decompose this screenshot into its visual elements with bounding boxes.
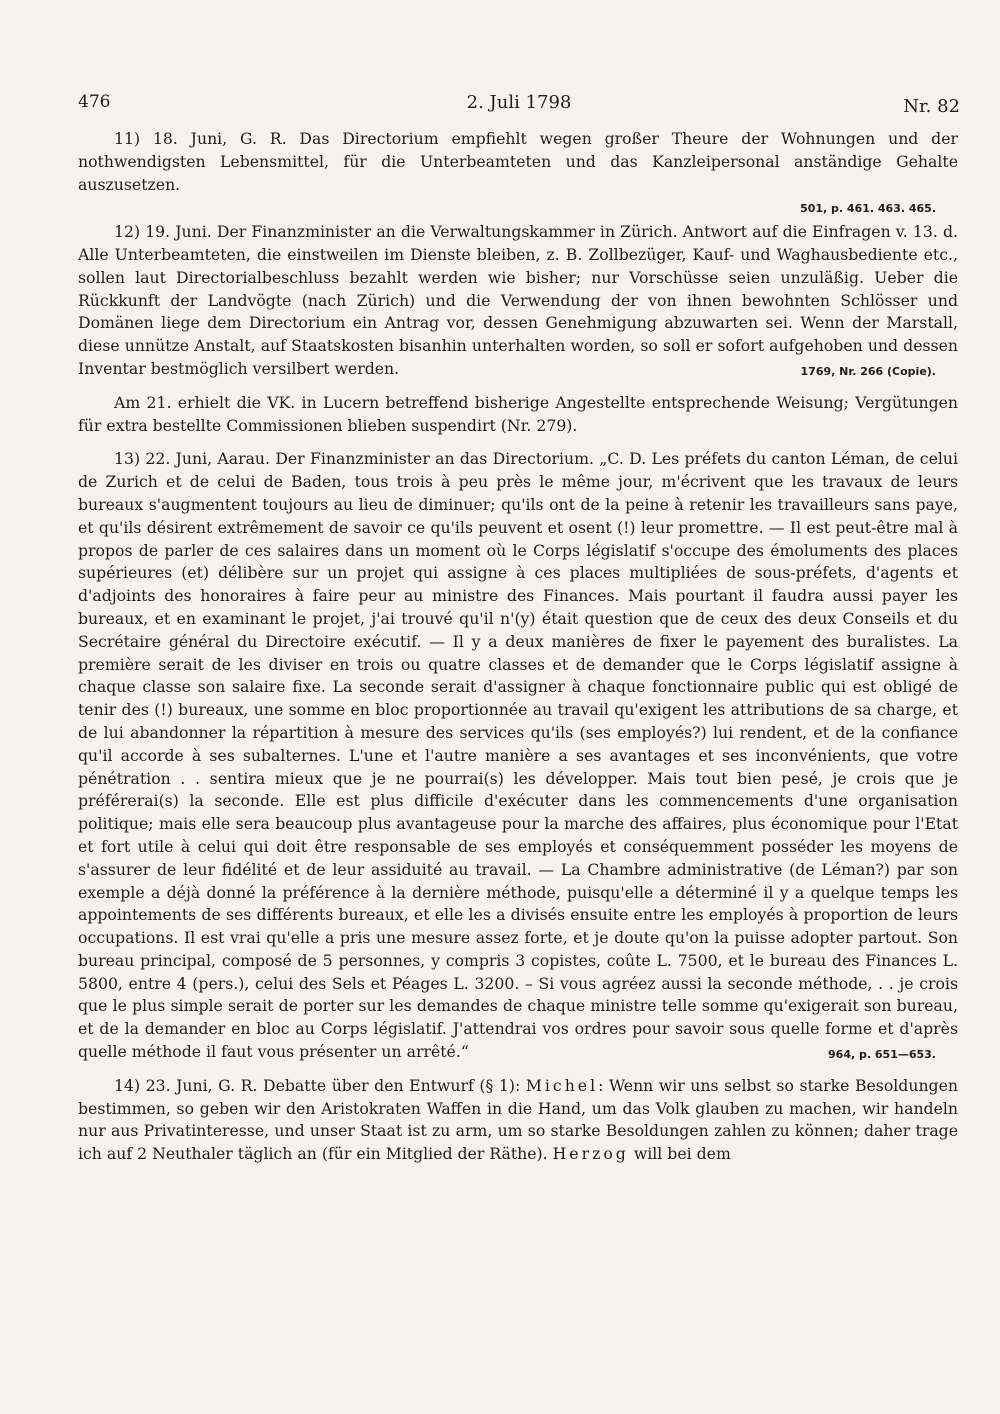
paragraph-12-note [78, 392, 958, 438]
paragraph-11-reference-line [78, 196, 958, 221]
paragraph-11-reference: 501, p. 461. 463. 465. [800, 202, 936, 216]
page-header [78, 92, 960, 122]
paragraph-12-reference: 1769, Nr. 266 (Copie). [800, 364, 936, 378]
spacer [78, 437, 958, 448]
document-body [78, 128, 958, 1166]
paragraph-11-text: 11) 18. Juni, G. R. Das Directorium empfiehlt wegen großer Theure der Wohnungen und der nothwendigsten Lebensmittel, für die Unterbeamteten und das Kanzleipersonal anständige Gehalte auszusetzen. [78, 129, 958, 194]
page-number: 476 [78, 92, 111, 112]
paragraph-14-text-c: will bei dem [628, 1144, 731, 1164]
paragraph-11 [78, 128, 958, 196]
paragraph-13-text: 13) 22. Juni, Aarau. Der Finanzminister an das Directorium. „C. D. Les préfets du canton Léman, de celui de Zurich et de celui de Baden, tous trois à peu près le même jour, m'écrivent que les travaux de leurs bureaux s'augmentent toujours au lieu de diminuer; qu'ils ont de la peine à retenir les travailleurs sans paye, et qu'ils désirent extrêmement de savoir ce qu'ils peuvent et osent (!) leur promettre. — Il est peut-être mal à propos de parler de ces salaires dans un moment où le Corps législatif s'occupe des émoluments des places supérieures (et) délibère sur un projet qui assigne à ces places multipliées de sous-préfets, d'agents et d'adjoints des honoraires à faire peur au ministre des Finances. Mais pourtant il faudra aussi payer les bureaux, et en examinant le projet, j'ai trouvé qu'il n'(y) était question que de ceux des deux Conseils et du Secrétaire général du Directoire exécutif. — Il y a deux manières de fixer le payement des buralistes. La première serait de les diviser en trois ou quatre classes et de demander que le Corps législatif assigne à chaque classe son salaire fixe. La seconde serait d'assigner à chaque fonctionnaire public qui est obligé de tenir des (!) bureaux, une somme en bloc proportionnée au travail qu'exigent les attributions de sa charge, et de lui abandonner la répartition à mesure des services qu'ils (ses employés?) lui rendent, et de la confiance qu'il accorde à ses subalternes. L'une et l'autre manière a ses avantages et ses inconvénients, que votre pénétration . . sentira mieux que je ne pourrai(s) les développer. Mais tout bien pesé, je crois que je préférerai(s) la seconde. Elle est plus difficile d'exécuter dans les commencements d'une organisation politique; mais elle sera beaucoup plus avantageuse pour la marche des affaires, plus économique pour l'Etat et fort utile à celui qui doit être responsable de ses employés et conséquemment posséder les moyens de s'assurer de leur fidélité et de leur assiduité au travail. — La Chambre administrative (de Léman?) par son exemple a déjà donné la préférence à la dernière méthode, puisqu'elle a déterminé il y a quelque temps les appointements de ses différents bureaux, et elle les a divisés ensuite entre les employés à proportion de leurs occupations. Il est vrai qu'elle a pris une mesure assez forte, et je doute qu'on la puisse adopter partout. Son bureau principal, composé de 5 personnes, y compris 3 copistes, coûte L. 7500, et le bureau des Finances L. 5800, entre 4 (pers.), celui des Sels et Péages L. 3200. – Si vous agréez aussi la seconde méthode, . . je crois que le plus simple serait de porter sur les demandes de chaque ministre telle somme qu'exigerait son bureau, et de la demander en bloc au Corps législatif. J'attendrai vos ordres pour savoir sous quelle forme et d'après quelle méthode il faut vous présenter un arrêté.“ [78, 449, 958, 1062]
speaker-name-michel: Michel [525, 1075, 599, 1095]
paragraph-12 [78, 221, 958, 381]
running-date: 2. Juli 1798 [466, 92, 572, 113]
paragraph-13-reference: 964, p. 651—653. [828, 1048, 936, 1062]
paragraph-12-note-text: Am 21. erhielt die VK. in Lucern betreffend bisherige Angestellte entsprechende Weisung; Vergütungen für extra bestellte Commissionen blieben suspendirt (Nr. 279). [78, 392, 958, 435]
paragraph-12-text: 12) 19. Juni. Der Finanzminister an die Verwaltungskammer in Zürich. Antwort auf die Einfragen v. 13. d. Alle Unterbeamteten, die einstweilen im Dienste bleiben, z. B. Zollbezüger, Kauf- und Waghausbediente etc., sollen laut Directorialbeschluss bezahlt werden wie bisher; nur Vorschüsse seien unzuläßig. Ueber die Rückkunft der Landvögte (nach Zürich) und die Verwendung der von ihnen bewohnten Schlösser und Domänen liege dem Directorium ein Antrag vor, dessen Genehmigung abzuwarten sei. Wenn der Marstall, diese unnütze Anstalt, auf Staatskosten bisanhin unterhalten worden, so soll er sofort aufgehoben und dessen Inventar bestmöglich versilbert werden. [78, 222, 958, 378]
section-number: Nr. 82 [903, 96, 960, 117]
speaker-name-herzog: Herzog [552, 1144, 629, 1164]
paragraph-14-text-a: 14) 23. Juni, G. R. Debatte über den Entwurf (§ 1): [114, 1075, 526, 1095]
paragraph-13 [78, 448, 958, 1064]
paragraph-14 [78, 1075, 958, 1166]
paragraph-14-text-b: : Wenn wir uns selbst so starke Besoldungen bestimmen, so geben wir den Aristokraten Waffen in die Hand, um das Volk glauben zu machen, wir handeln nur aus Privatinteresse, und unser Staat ist zu arm, um so starke Besoldungen zahlen zu können; daher trage ich auf 2 Neuthaler täglich an (für ein Mitglied der Räthe). [78, 1075, 958, 1164]
